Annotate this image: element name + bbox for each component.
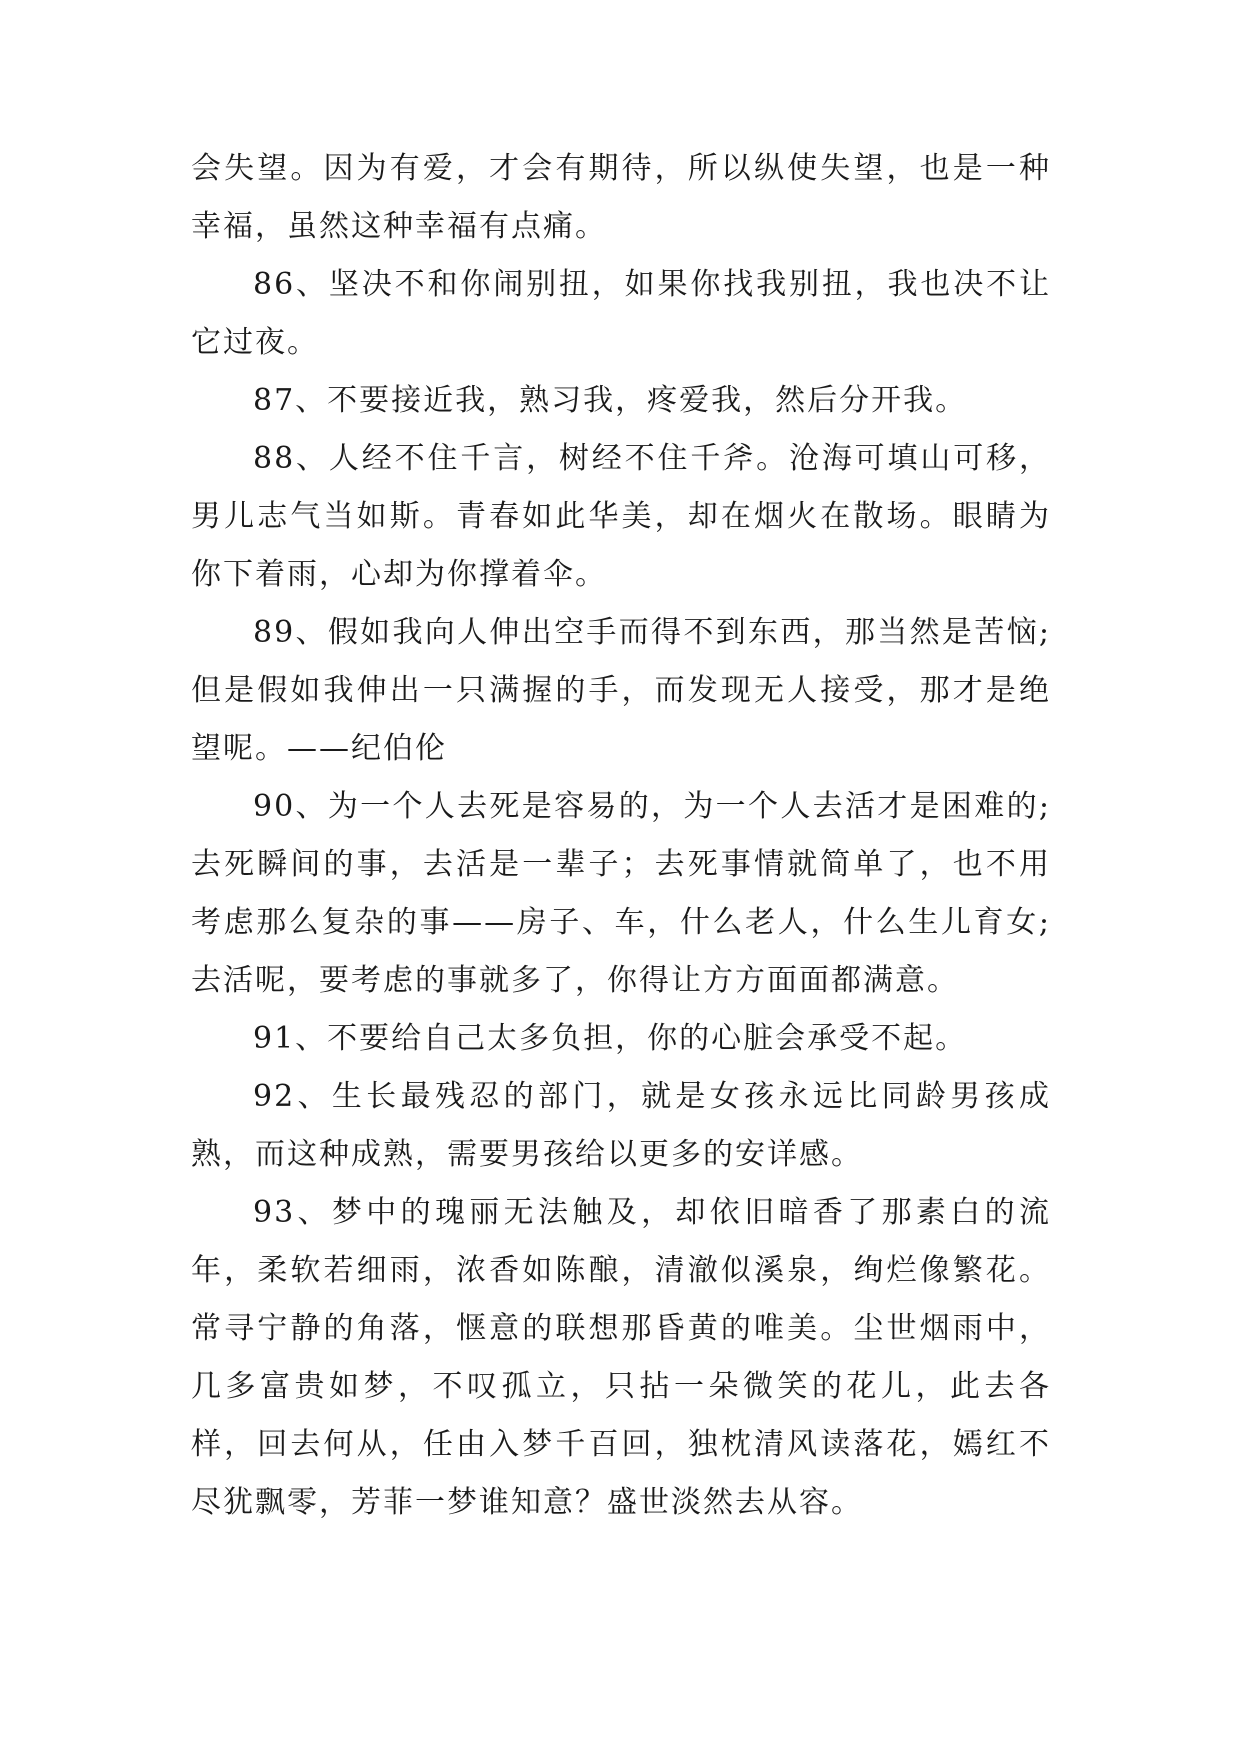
- paragraph-93: 93、梦中的瑰丽无法触及，却依旧暗香了那素白的流年，柔软若细雨，浓香如陈酿，清澈似溪泉，绚烂像繁花。常寻宁静的角落，惬意的联想那昏黄的唯美。尘世烟雨中，几多富贵如梦，不叹孤立，只拈一朵微笑的花儿，此去各样，回去何从，任由入梦千百回，独枕清风读落花，嫣红不尽犹飘零，芳菲一梦谁知意？盛世淡然去从容。: [191, 1195, 1051, 1520]
- document-page: [191, 140, 1051, 1532]
- paragraph-86: 86、坚决不和你闹别扭，如果你找我别扭，我也决不让它过夜。: [191, 267, 1051, 360]
- paragraph-88: 88、人经不住千言，树经不住千斧。沧海可填山可移，男儿志气当如斯。青春如此华美，却在烟火在散场。眼睛为你下着雨，心却为你撑着伞。: [191, 441, 1051, 592]
- paragraph-89: 89、假如我向人伸出空手而得不到东西，那当然是苦恼;但是假如我伸出一只满握的手，而发现无人接受，那才是绝望呢。——纪伯伦: [191, 615, 1051, 766]
- paragraph-92: 92、生长最残忍的部门，就是女孩永远比同龄男孩成熟，而这种成熟，需要男孩给以更多的安详感。: [191, 1079, 1051, 1172]
- paragraph-87: 87、不要接近我，熟习我，疼爱我，然后分开我。: [253, 383, 968, 418]
- paragraph-90: 90、为一个人去死是容易的，为一个人去活才是困难的;去死瞬间的事，去活是一辈子；去死事情就简单了，也不用考虑那么复杂的事——房子、车，什么老人，什么生儿育女;去活呢，要考虑的事就多了，你得让方方面面都满意。: [191, 789, 1051, 998]
- paragraph-85-continued: 会失望。因为有爱，才会有期待，所以纵使失望，也是一种幸福，虽然这种幸福有点痛。: [191, 151, 1051, 244]
- paragraph-91: 91、不要给自己太多负担，你的心脏会承受不起。: [253, 1021, 968, 1056]
